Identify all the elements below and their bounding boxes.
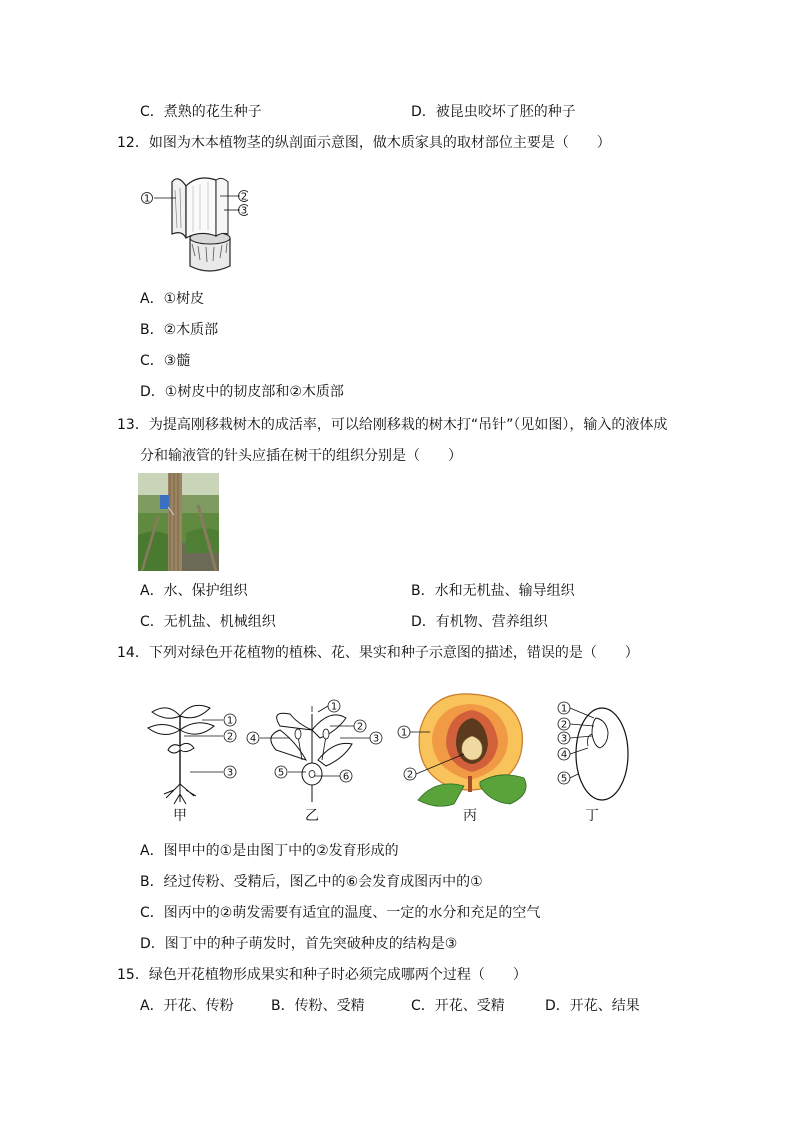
svg-text:1: 1 (400, 727, 408, 739)
tree-iv-drip-photo (138, 473, 219, 571)
q12-option-b: B．②木质部 (140, 322, 219, 338)
q12-option-a: A．①树皮 (140, 291, 205, 307)
svg-text:3: 3 (240, 205, 248, 217)
q12-stem: 12．如图为木本植物茎的纵剖面示意图，做木质家具的取材部位主要是（ ） (117, 135, 611, 151)
fig-ding-caption: 丁 (585, 808, 599, 824)
svg-text:2: 2 (406, 769, 414, 781)
q13-stem-line2: 分和输液管的针头应插在树干的组织分别是（ ） (140, 448, 462, 464)
svg-text:4: 4 (560, 749, 568, 761)
fig-yi-caption: 乙 (305, 808, 319, 824)
q13-option-d: D．有机物、营养组织 (411, 614, 548, 630)
svg-text:3: 3 (372, 733, 380, 745)
svg-text:2: 2 (356, 721, 364, 733)
q13-option-b: B．水和无机盐、输导组织 (411, 583, 575, 599)
q12-label-1 (142, 193, 153, 205)
svg-text:2: 2 (560, 719, 568, 731)
q14-stem: 14．下列对绿色开花植物的植株、花、果实和种子示意图的描述，错误的是（ ） (117, 645, 639, 661)
svg-text:1: 1 (330, 701, 338, 713)
q15-option-b: B．传粉、受精 (271, 998, 365, 1014)
q12-option-d: D．①树皮中的韧皮部和②木质部 (140, 384, 344, 400)
q15-option-a: A．开花、传粉 (140, 998, 234, 1014)
svg-text:3: 3 (226, 767, 234, 779)
q12-label-3 (239, 205, 249, 217)
q15-option-d: D．开花、结果 (545, 998, 640, 1014)
svg-text:5: 5 (560, 773, 568, 785)
svg-text:2: 2 (226, 731, 234, 743)
svg-text:2: 2 (240, 191, 248, 203)
q13-option-c: C．无机盐、机械组织 (140, 614, 276, 630)
q14-option-b: B．经过传粉、受精后，图乙中的⑥会发育成图丙中的① (140, 874, 483, 890)
svg-text:1: 1 (560, 703, 568, 715)
fig-jia-plant (148, 705, 236, 824)
q15-option-c: C．开花、受精 (411, 998, 505, 1014)
svg-text:5: 5 (277, 767, 285, 779)
q14-option-d: D．图丁中的种子萌发时，首先突破种皮的结构是③ (140, 936, 458, 952)
q13-option-a: A．水、保护组织 (140, 583, 248, 599)
q11-option-d: D．被昆虫咬坏了胚的种子 (411, 104, 576, 120)
q15-stem: 15．绿色开花植物形成果实和种子时必须完成哪两个过程（ ） (117, 967, 527, 983)
q11-option-c: C．煮熟的花生种子 (140, 104, 262, 120)
svg-text:1: 1 (226, 715, 234, 727)
q14-option-a: A．图甲中的①是由图丁中的②发育形成的 (140, 843, 399, 859)
q12-label-2 (239, 191, 249, 203)
svg-text:1: 1 (143, 193, 151, 205)
svg-text:6: 6 (342, 771, 350, 783)
fig-ding-seed (558, 702, 628, 824)
stem-section-diagram (138, 172, 248, 284)
svg-text:3: 3 (560, 733, 568, 745)
svg-text:4: 4 (249, 733, 257, 745)
q14-option-c: C．图丙中的②萌发需要有适宜的温度、一定的水分和充足的空气 (140, 905, 541, 921)
fig-yi-flower (247, 700, 382, 824)
q12-option-c: C．③髓 (140, 353, 191, 369)
fig-jia-caption: 甲 (173, 808, 187, 824)
fig-bing-caption: 丙 (463, 808, 477, 824)
fig-bing-peach (398, 694, 526, 824)
plant-parts-diagrams (130, 690, 650, 830)
q13-stem-line1: 13．为提高刚移栽树木的成活率，可以给刚移栽的树木打“吊针”（见如图），输入的液体成 (117, 417, 668, 433)
